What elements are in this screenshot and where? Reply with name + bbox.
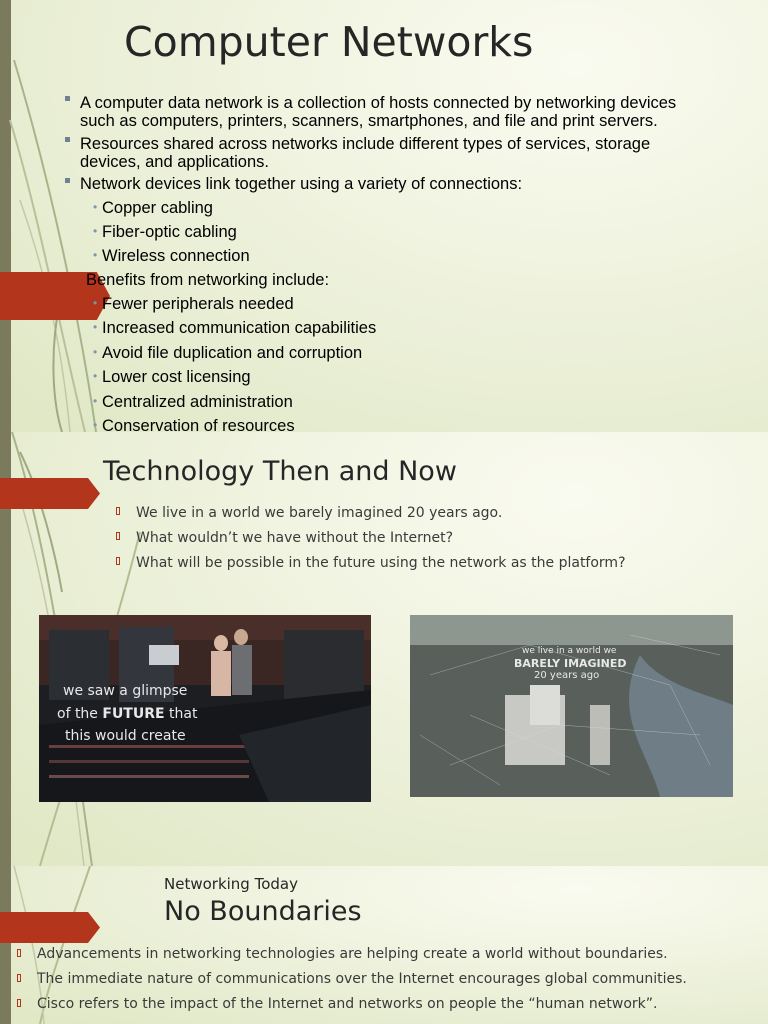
accent-tab (0, 912, 100, 943)
bullet-text: such as computers, printers, scanners, smartphones, and file and print servers. (80, 112, 658, 130)
image-caption: this would create (65, 728, 186, 744)
accent-tab (0, 478, 100, 509)
sub-bullet-marker: • (93, 200, 98, 214)
sub-bullet-text: Centralized administration (102, 393, 293, 411)
bullet-text: The immediate nature of communications over the Internet encourages global communities. (37, 971, 687, 987)
image-caption-emphasis: FUTURE (102, 706, 165, 722)
slide-title: No Boundaries (164, 896, 362, 927)
bullet-marker (17, 999, 21, 1007)
sub-bullet-text: Avoid file duplication and corruption (102, 344, 363, 362)
slide-technology-then-and-now (0, 432, 768, 866)
slide-subtitle: Networking Today (164, 875, 298, 893)
computer-room-image (39, 615, 371, 802)
bullet-text: Advancements in networking technologies are helping create a world without boundaries. (37, 946, 668, 962)
bullet-text: What will be possible in the future using the network as the platform? (136, 555, 626, 571)
sub-bullet-marker: • (93, 320, 98, 334)
sub-bullet-marker: • (93, 418, 98, 432)
bullet-text: Benefits from networking include: (86, 271, 330, 289)
sub-bullet-text: Fiber-optic cabling (102, 223, 237, 241)
bullet-text: Resources shared across networks include different types of services, storage (80, 135, 651, 153)
sub-bullet-marker: • (93, 369, 98, 383)
slide-title: Computer Networks (124, 18, 534, 66)
city-network-image (410, 615, 733, 797)
sub-bullet-marker: • (93, 224, 98, 238)
sub-bullet-text: Copper cabling (102, 199, 213, 217)
slide-computer-networks (0, 0, 768, 432)
sub-bullet-marker: • (93, 345, 98, 359)
sub-bullet-marker: • (93, 394, 98, 408)
bullet-text: Network devices link together using a variety of connections: (80, 175, 523, 193)
bullet-marker (65, 137, 70, 142)
sub-bullet-text: Fewer peripherals needed (102, 295, 294, 313)
image-caption: of the FUTURE that (57, 706, 198, 722)
image-caption: we live in a world we (522, 646, 617, 656)
bullet-text: devices, and applications. (80, 153, 269, 171)
sub-bullet-marker: • (93, 248, 98, 262)
bullet-marker (116, 557, 120, 565)
bullet-marker (17, 974, 21, 982)
slide-no-boundaries (0, 866, 768, 1024)
bullet-text: What wouldn’t we have without the Internet? (136, 530, 454, 546)
sub-bullet-text: Wireless connection (102, 247, 250, 265)
bullet-text: A computer data network is a collection of hosts connected by networking devices (80, 94, 677, 112)
image-caption: we saw a glimpse (63, 683, 188, 699)
sub-bullet-text: Lower cost licensing (102, 368, 251, 386)
slide-title: Technology Then and Now (103, 456, 457, 487)
bullet-marker (65, 178, 70, 183)
bullet-marker (116, 532, 120, 540)
bullet-text: We live in a world we barely imagined 20 years ago. (136, 505, 503, 521)
bullet-marker (65, 96, 70, 101)
bullet-text: Cisco refers to the impact of the Internet and networks on people the “human network”. (37, 996, 658, 1012)
sub-bullet-marker: • (93, 296, 98, 310)
image-caption: 20 years ago (534, 670, 600, 681)
sub-bullet-text: Conservation of resources (102, 417, 295, 432)
bullet-marker (116, 507, 120, 515)
bullet-marker (17, 949, 21, 957)
image-caption: BARELY IMAGINED (514, 657, 627, 670)
sub-bullet-text: Increased communication capabilities (102, 319, 377, 337)
